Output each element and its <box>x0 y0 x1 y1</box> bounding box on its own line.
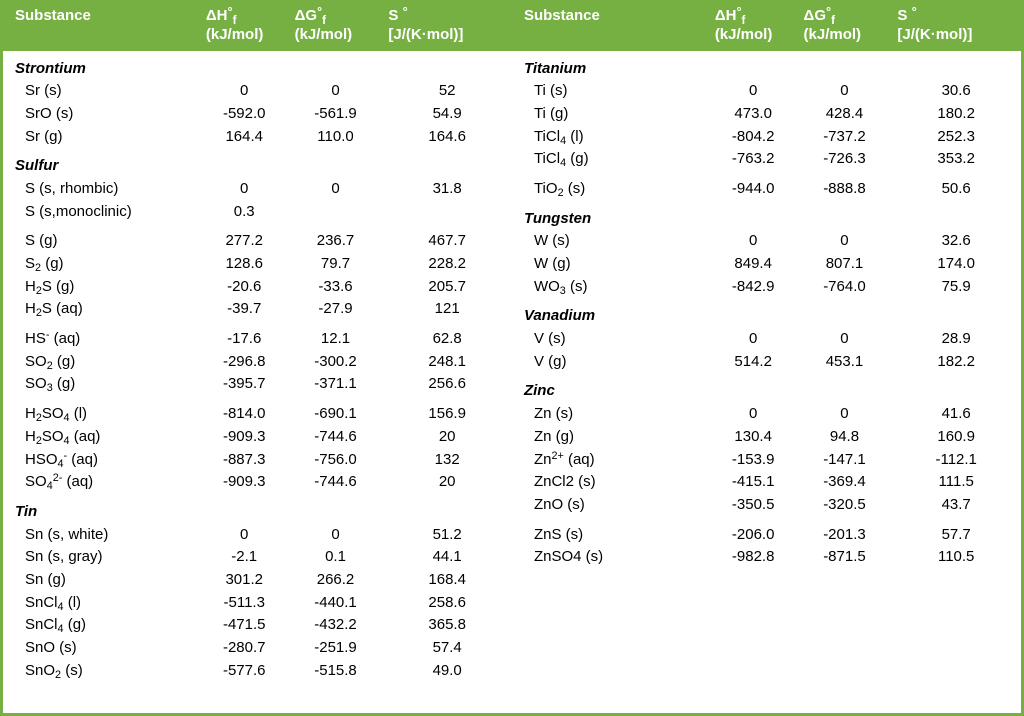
entropy-value: 252.3 <box>937 127 975 145</box>
header-gibbs-right-units: (kJ/mol) <box>803 25 862 43</box>
table-row <box>3 660 1021 683</box>
empty-cell <box>709 569 798 592</box>
substance-name: ZnO (s) <box>533 495 585 513</box>
header-entropy-right <box>891 3 1021 51</box>
gibbs-value: 0.1 <box>325 548 346 566</box>
entropy-value: 121 <box>434 300 460 318</box>
empty-cell <box>798 637 892 660</box>
enthalpy-value: 473.0 <box>734 104 772 122</box>
empty-cell <box>798 614 892 637</box>
header-entropy-left <box>382 3 512 51</box>
substance-name: $SO_3$ (g) <box>25 375 76 395</box>
enthalpy-value: -804.2 <box>731 127 775 145</box>
entropy-value: 20 <box>438 427 456 445</box>
enthalpy-value: -471.5 <box>222 616 266 634</box>
substance-name: W (s) <box>533 232 570 250</box>
enthalpy-value: -296.8 <box>222 352 266 370</box>
gibbs-value: -871.5 <box>823 548 866 566</box>
entropy-value: 132 <box>434 450 460 468</box>
substance-name: TiCl$_4$ (l) <box>533 127 584 147</box>
entropy-value: 164.6 <box>428 127 466 145</box>
gibbs-value: 94.8 <box>829 427 860 445</box>
table-row <box>3 230 1021 253</box>
empty-cell <box>512 569 709 592</box>
enthalpy-value: -982.8 <box>731 548 775 566</box>
entropy-value: 49.0 <box>432 661 462 679</box>
gibbs-value: 236.7 <box>316 232 355 250</box>
entropy-value: 258.6 <box>428 593 466 611</box>
enthalpy-value: 0 <box>240 179 249 197</box>
substance-name: ZnS (s) <box>533 525 584 543</box>
gibbs-value: -515.8 <box>314 661 357 679</box>
enthalpy-value: 514.2 <box>734 352 772 370</box>
table-row <box>3 637 1021 660</box>
substance-name: Sn (g) <box>25 570 66 588</box>
header-substance-right <box>512 3 709 51</box>
substance-name: Sr (g) <box>25 127 63 145</box>
substance-name: V (g) <box>533 352 567 370</box>
table-body <box>3 51 1021 683</box>
enthalpy-value: -944.0 <box>731 179 775 197</box>
enthalpy-value: -814.0 <box>222 405 266 423</box>
header-entropy-left-units: [J/(K·mol)] <box>388 25 464 43</box>
entropy-value: 54.9 <box>432 104 462 122</box>
enthalpy-value: -20.6 <box>227 277 262 295</box>
entropy-value: 174.0 <box>937 255 975 272</box>
entropy-value: 43.7 <box>941 495 971 513</box>
gibbs-value: 428.4 <box>825 104 864 122</box>
gibbs-value: 0 <box>840 405 849 423</box>
gibbs-value: -756.0 <box>314 450 357 468</box>
enthalpy-value: 849.4 <box>734 255 772 272</box>
entropy-value: 57.7 <box>941 525 971 543</box>
entropy-value: 32.6 <box>941 232 971 250</box>
entropy-value: 52 <box>438 82 456 100</box>
substance-name: $H_2SO_4$ (aq) <box>25 427 101 447</box>
enthalpy-value: 0.3 <box>233 202 255 220</box>
substance-name: Ti (g) <box>533 104 569 122</box>
header-gibbs-left-units: (kJ/mol) <box>294 25 353 43</box>
entropy-value: 62.8 <box>432 330 462 348</box>
entropy-value: 248.1 <box>428 352 466 370</box>
table-row <box>3 546 1021 569</box>
gibbs-value: 12.1 <box>320 330 351 348</box>
substance-name: SnCl$_4$ (g) <box>25 616 87 636</box>
table-row <box>3 471 1021 494</box>
header-enthalpy-right-units: (kJ/mol) <box>714 25 773 43</box>
header-row <box>3 3 1021 51</box>
header-substance-left <box>3 3 200 51</box>
substance-name: $Zn^{2+}$ (aq) <box>533 449 595 468</box>
header-gibbs-left-symbol: $\Delta G^\circ_f$ <box>294 3 327 27</box>
substance-name: $WO_3$ (s) <box>533 277 588 297</box>
gibbs-value: -737.2 <box>823 127 866 145</box>
empty-cell <box>512 660 709 683</box>
entropy-value: 228.2 <box>428 255 466 272</box>
gibbs-value: -251.9 <box>314 639 357 656</box>
table-row <box>3 253 1021 276</box>
substance-name: TiO$_2$ (s) <box>533 179 586 199</box>
header-substance-left-label: Substance <box>15 7 91 24</box>
substance-name: S (s, rhombic) <box>25 179 119 197</box>
empty-cell <box>798 569 892 592</box>
gibbs-value: 0 <box>840 82 849 100</box>
gibbs-value: -369.4 <box>823 473 866 491</box>
entropy-value: -112.1 <box>935 450 977 468</box>
substance-name: $H_2S$ (aq) <box>25 300 83 320</box>
substance-name: S (s,monoclinic) <box>25 202 132 220</box>
empty-cell <box>512 592 709 615</box>
table-row <box>3 80 1021 103</box>
gibbs-value: -764.0 <box>823 277 866 295</box>
enthalpy-value: 0 <box>749 82 758 100</box>
empty-cell <box>891 660 1021 683</box>
substance-name: ZnSO4 (s) <box>533 548 604 566</box>
enthalpy-value: -577.6 <box>222 661 266 679</box>
entropy-value: 51.2 <box>432 525 462 543</box>
empty-cell <box>891 569 1021 592</box>
entropy-value: 156.9 <box>428 405 466 423</box>
gibbs-value: 807.1 <box>825 255 864 272</box>
substance-name: $HSO_4^-$ (aq) <box>25 449 98 470</box>
header-entropy-left-symbol: S ° <box>388 3 408 24</box>
header-substance-right-label: Substance <box>523 7 600 24</box>
entropy-value <box>382 201 512 231</box>
enthalpy-value: -511.3 <box>223 593 265 611</box>
entropy-value: 182.2 <box>937 352 975 370</box>
table-row <box>3 426 1021 449</box>
table-row <box>3 592 1021 615</box>
entropy-value: 20 <box>438 473 456 491</box>
empty-cell <box>891 614 1021 637</box>
table-row <box>3 178 1021 201</box>
gibbs-value: -440.1 <box>314 593 357 611</box>
group-heading: Vanadium <box>523 307 596 325</box>
gibbs-value: -744.6 <box>314 473 357 491</box>
substance-name: $H_2S$ (g) <box>25 277 75 297</box>
gibbs-value: -888.8 <box>823 179 866 197</box>
substance-name: SnO (s) <box>25 639 77 656</box>
empty-cell <box>709 660 798 683</box>
substance-name: Zn (g) <box>533 427 574 445</box>
entropy-value: 57.4 <box>432 639 462 656</box>
enthalpy-value: -763.2 <box>731 150 775 168</box>
table-row <box>3 403 1021 426</box>
header-gibbs-right <box>798 3 892 51</box>
gibbs-value: -744.6 <box>314 427 357 445</box>
enthalpy-value: -280.7 <box>222 639 266 656</box>
header-enthalpy-right <box>709 3 798 51</box>
substance-name: $S_2$ (g) <box>25 255 64 275</box>
group-heading: Zinc <box>523 382 555 400</box>
entropy-value: 256.6 <box>428 375 466 393</box>
group-heading: Strontium <box>15 59 86 77</box>
entropy-value: 205.7 <box>428 277 466 295</box>
entropy-value: 160.9 <box>937 427 975 445</box>
table-row <box>3 494 1021 524</box>
enthalpy-value: 0 <box>240 525 249 543</box>
enthalpy-value: -17.6 <box>227 330 262 348</box>
gibbs-value: -690.1 <box>314 405 357 423</box>
thermodynamic-table <box>3 3 1021 682</box>
header-entropy-right-symbol: S ° <box>897 3 917 24</box>
table-row <box>3 614 1021 637</box>
substance-name: TiCl$_4$ (g) <box>533 150 589 170</box>
enthalpy-value: -2.1 <box>231 548 258 566</box>
empty-cell <box>709 637 798 660</box>
table-row <box>3 51 1021 81</box>
gibbs-value: -300.2 <box>314 352 357 370</box>
substance-name: SnO$_2$ (s) <box>25 661 83 681</box>
table-row <box>3 298 1021 328</box>
gibbs-value: 0 <box>331 525 340 543</box>
empty-cell <box>891 637 1021 660</box>
substance-name: V (s) <box>533 330 566 348</box>
enthalpy-value: 301.2 <box>225 570 263 588</box>
table-row <box>3 373 1021 403</box>
substance-name: Sn (s, gray) <box>25 548 103 566</box>
gibbs-value: -147.1 <box>823 450 866 468</box>
group-heading: Titanium <box>523 59 587 77</box>
gibbs-value: 0 <box>331 82 340 100</box>
gibbs-value: 0 <box>331 179 340 197</box>
enthalpy-value: 277.2 <box>225 232 263 250</box>
entropy-value: 30.6 <box>941 82 971 100</box>
entropy-value: 365.8 <box>428 616 466 634</box>
table-row <box>3 351 1021 374</box>
substance-name: $SO_2$ (g) <box>25 352 76 372</box>
enthalpy-value: -909.3 <box>222 473 266 491</box>
enthalpy-value: -206.0 <box>731 525 775 543</box>
substance-name: Sr (s) <box>25 82 62 100</box>
gibbs-value: 0 <box>840 232 849 250</box>
table-row <box>3 328 1021 351</box>
enthalpy-value: 0 <box>240 82 249 100</box>
entropy-value: 110.5 <box>937 548 975 566</box>
table-row <box>3 569 1021 592</box>
entropy-value: 44.1 <box>432 548 462 566</box>
gibbs-value: -27.9 <box>318 300 353 318</box>
substance-name: W (g) <box>533 255 571 272</box>
entropy-value: 31.8 <box>432 179 462 197</box>
empty-cell <box>709 592 798 615</box>
group-heading: Tin <box>15 502 38 520</box>
gibbs-value: 266.2 <box>316 570 355 588</box>
substance-name: SrO (s) <box>25 104 74 122</box>
gibbs-value: 79.7 <box>320 255 351 272</box>
empty-cell <box>798 592 892 615</box>
entropy-value: 168.4 <box>428 570 466 588</box>
substance-name: $SO_4^{2-}$ (aq) <box>25 472 94 493</box>
gibbs-value: -561.9 <box>314 104 357 122</box>
enthalpy-value: -415.1 <box>731 473 775 491</box>
group-heading: Sulfur <box>15 157 59 175</box>
header-enthalpy-right-symbol: $\Delta H^\circ_f$ <box>714 3 746 27</box>
enthalpy-value: -592.0 <box>222 104 266 122</box>
substance-name: $H_2SO_4$ (l) <box>25 405 88 425</box>
header-entropy-right-units: [J/(K·mol)] <box>897 25 973 43</box>
gibbs-value: -726.3 <box>823 150 866 168</box>
header-gibbs-right-symbol: $\Delta G^\circ_f$ <box>803 3 836 27</box>
entropy-value: 41.6 <box>941 405 971 423</box>
entropy-value: 75.9 <box>941 277 971 295</box>
group-heading: Tungsten <box>523 209 592 227</box>
table-row <box>3 201 1021 231</box>
gibbs-value: 0 <box>840 330 849 348</box>
header-enthalpy-left-symbol: $\Delta H^\circ_f$ <box>205 3 237 27</box>
gibbs-value: -432.2 <box>314 616 357 634</box>
substance-name: S (g) <box>25 232 58 250</box>
gibbs-value: 110.0 <box>317 127 354 145</box>
header-enthalpy-left-units: (kJ/mol) <box>205 25 264 43</box>
table-row <box>3 524 1021 547</box>
enthalpy-value: -842.9 <box>731 277 775 295</box>
enthalpy-value: -153.9 <box>731 450 775 468</box>
enthalpy-value: 0 <box>749 232 758 250</box>
enthalpy-value: 0 <box>749 405 758 423</box>
substance-name: HS- (aq) <box>25 329 81 348</box>
enthalpy-value: -395.7 <box>222 375 266 393</box>
enthalpy-value: 164.4 <box>225 127 263 145</box>
empty-cell <box>709 614 798 637</box>
substance-name: Ti (s) <box>533 82 568 100</box>
empty-cell <box>512 637 709 660</box>
gibbs-value <box>289 201 383 231</box>
enthalpy-value: -887.3 <box>222 450 266 468</box>
entropy-value: 353.2 <box>937 150 975 168</box>
substance-name: Zn (s) <box>533 405 574 423</box>
table-row <box>3 449 1021 472</box>
table-row <box>3 276 1021 299</box>
entropy-value: 180.2 <box>937 104 975 122</box>
table-row <box>3 103 1021 126</box>
entropy-value: 467.7 <box>428 232 466 250</box>
header-enthalpy-left <box>200 3 289 51</box>
table-header <box>3 3 1021 51</box>
gibbs-value: -201.3 <box>823 525 866 543</box>
entropy-value: 28.9 <box>941 330 971 348</box>
empty-cell <box>891 592 1021 615</box>
substance-name: SnCl$_4$ (l) <box>25 593 82 613</box>
enthalpy-value: -39.7 <box>227 300 262 318</box>
gibbs-value: -320.5 <box>823 495 866 513</box>
empty-cell <box>512 614 709 637</box>
table-row <box>3 126 1021 149</box>
enthalpy-value: 0 <box>749 330 758 348</box>
substance-name: Sn (s, white) <box>25 525 109 543</box>
gibbs-value: -33.6 <box>318 277 353 295</box>
enthalpy-value: -350.5 <box>731 495 775 513</box>
empty-cell <box>798 660 892 683</box>
gibbs-value: 453.1 <box>825 352 864 370</box>
substance-name: ZnCl2 (s) <box>533 473 596 491</box>
table-row <box>3 148 1021 178</box>
header-gibbs-left <box>289 3 383 51</box>
entropy-value: 111.5 <box>938 473 974 491</box>
entropy-value: 50.6 <box>941 179 971 197</box>
gibbs-value: -371.1 <box>314 375 357 393</box>
enthalpy-value: 128.6 <box>225 255 263 272</box>
enthalpy-value: 130.4 <box>734 427 772 445</box>
enthalpy-value: -909.3 <box>222 427 266 445</box>
